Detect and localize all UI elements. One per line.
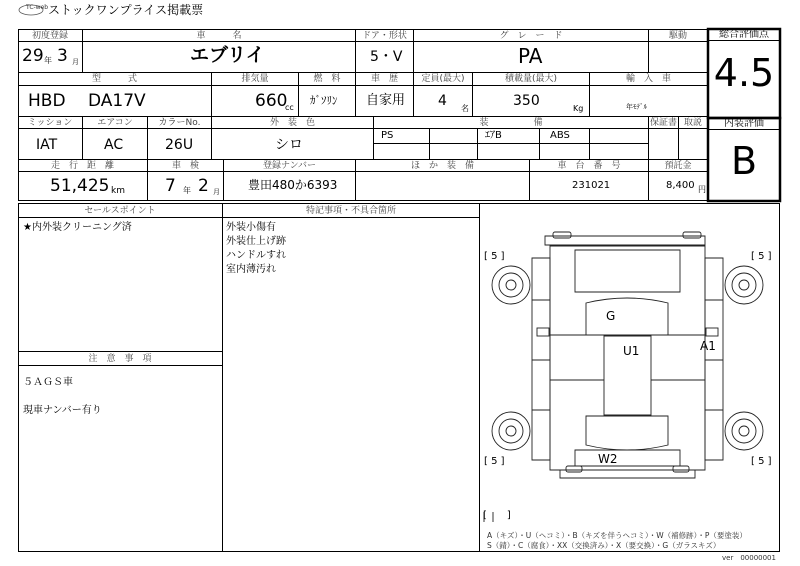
- label-total-score: 総合評価点: [719, 29, 769, 40]
- label-color-no: カラーNo.: [158, 118, 201, 128]
- ext-color: シロ: [275, 137, 303, 153]
- label-capacity: 定員(最大): [421, 74, 465, 84]
- import-model-year: 年ﾓﾃﾞﾙ: [626, 103, 647, 111]
- label-first-reg: 初度登録: [31, 31, 68, 41]
- damage-mark: G: [606, 309, 616, 323]
- label-car-name: 車 名: [196, 31, 242, 41]
- tire-rr-score: [ 5 ]: [751, 456, 772, 467]
- label-import: 輸 入 車: [625, 74, 671, 84]
- label-model: 型 式: [91, 74, 137, 84]
- label-aircon: エアコン: [97, 118, 133, 128]
- label-grade: グ レ ー ド: [499, 31, 563, 41]
- mileage-unit: km: [111, 186, 125, 196]
- tire-fr-score: [ 5 ]: [751, 251, 772, 262]
- label-sales-points: セールスポイント: [84, 206, 156, 216]
- damage-mark: W2: [598, 452, 618, 466]
- label-chassis-no: 車 台 番 号: [557, 161, 621, 171]
- load-unit: Kg: [573, 104, 584, 113]
- reg-month: 3: [57, 46, 68, 66]
- history: 自家用: [366, 93, 406, 108]
- reg-month-unit: 月: [72, 58, 79, 66]
- label-deposit: 預託金: [664, 161, 692, 171]
- label-other-equipment: ほ か 装 備: [410, 161, 474, 171]
- fuel: ｶﾞｿﾘﾝ: [310, 94, 338, 107]
- label-equipment: 装 備: [479, 118, 543, 128]
- label-ext-color: 外 装 色: [269, 118, 315, 128]
- equipment-3: ｴｱB: [485, 130, 502, 141]
- label-notes: 注 意 事 項: [88, 354, 152, 364]
- displacement-unit: cc: [285, 103, 294, 112]
- doors: 5・V: [370, 49, 403, 65]
- equipment-1: PS: [381, 130, 394, 141]
- logo-text: TC-web: [26, 4, 49, 11]
- car-diagram: [484, 232, 763, 522]
- label-displacement: 排気量: [241, 74, 269, 84]
- plate: 豊田480か6393: [248, 178, 338, 192]
- deposit-unit: 円: [698, 185, 706, 194]
- tire-rl-score: [ 5 ]: [484, 456, 505, 467]
- grade: PA: [518, 44, 543, 68]
- mission: IAT: [36, 137, 58, 153]
- label-load: 積載量(最大): [504, 74, 558, 84]
- insp-year-unit: 年: [183, 186, 191, 195]
- capacity: 4: [438, 93, 447, 109]
- insp-month: 2: [198, 176, 209, 196]
- reg-year: 29: [22, 46, 44, 66]
- label-remarks: 特記事項・不具合箇所: [305, 206, 396, 216]
- note-item: 現車ナンバー有り: [23, 405, 102, 416]
- model-prefix: HBD: [28, 91, 66, 111]
- label-manual: 取説: [683, 118, 702, 128]
- label-doors-shape: ドア・形状: [362, 31, 407, 41]
- load: 350: [513, 93, 540, 109]
- label-warranty: 保証書: [649, 118, 677, 128]
- remark-item: 外装小傷有: [226, 222, 276, 233]
- label-fuel: 燃 料: [313, 74, 341, 84]
- label-inspection: 車 検: [171, 161, 199, 171]
- total-score: 4.5: [713, 51, 775, 95]
- aircon: AC: [104, 137, 124, 153]
- deposit: 8,400: [666, 180, 695, 191]
- model: DA17V: [88, 91, 146, 111]
- capacity-unit: 名: [461, 104, 469, 113]
- interior-score: B: [730, 139, 758, 183]
- spare-tire-score: [ ]: [483, 510, 511, 521]
- damage-mark: U1: [623, 344, 640, 358]
- remark-item: 室内薄汚れ: [226, 264, 276, 275]
- note-item: ５ＡＧＳ車: [23, 377, 73, 388]
- label-interior-score: 内装評価: [724, 118, 764, 129]
- label-mission: ミッション: [27, 118, 73, 128]
- equipment-4: ABS: [550, 130, 570, 141]
- label-drive: 駆動: [668, 31, 687, 41]
- sales-point-item: ★内外装クリーニング済: [23, 222, 132, 233]
- color-no: 26U: [165, 137, 194, 153]
- label-mileage: 走 行 距 離: [50, 161, 114, 171]
- label-history: 車 歴: [370, 74, 398, 84]
- remark-item: 外装仕上げ跡: [226, 236, 286, 247]
- legend-line: S（錆）・C（腐食）・XX（交換済み）・X（要交換）・G（ガラスキズ）: [487, 541, 721, 550]
- insp-year: 7: [165, 176, 176, 196]
- legend-line: A（キズ）・U（ヘコミ）・B（キズを伴うヘコミ）・W（補修跡）・P（要塗装）: [487, 531, 747, 540]
- chassis-no: 231021: [572, 180, 611, 191]
- car-name: エブリイ: [190, 44, 265, 66]
- remark-item: ハンドルすれ: [226, 250, 286, 261]
- label-plate: 登録ナンバー: [263, 161, 316, 171]
- insp-month-unit: 月: [213, 188, 220, 196]
- version: ver 00000001: [722, 554, 776, 562]
- damage-mark: A1: [700, 339, 716, 353]
- page-title: ストックワンプライス掲載票: [48, 3, 204, 17]
- tire-fl-score: [ 5 ]: [484, 251, 505, 262]
- reg-year-unit: 年: [44, 56, 52, 65]
- displacement: 660: [255, 91, 288, 111]
- mileage: 51,425: [50, 176, 110, 196]
